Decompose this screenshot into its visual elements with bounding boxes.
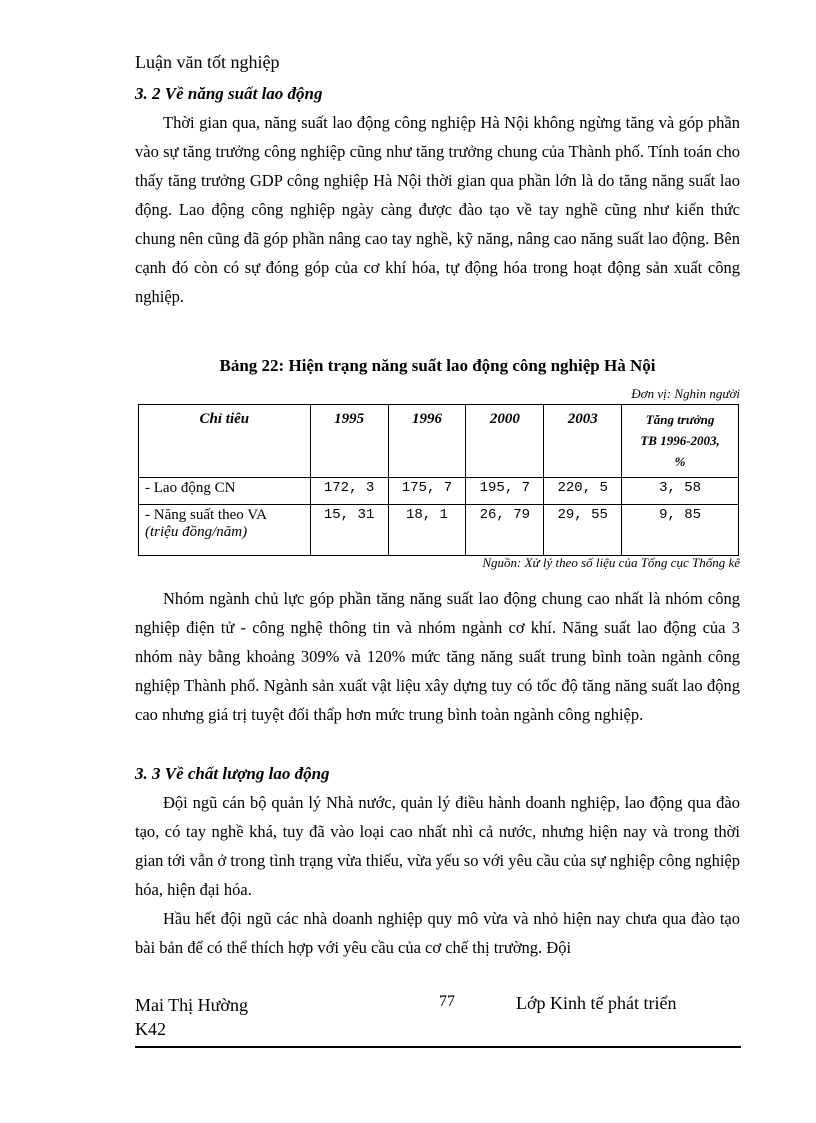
cell-2003: 29, 55 xyxy=(544,505,622,556)
paragraph-key-industries: Nhóm ngành chủ lực góp phần tăng năng suất lao động chung cao nhất là nhóm công nghiệp điện tử - công nghệ thông tin và nhóm ngành cơ khí. Năng suất lao động của 3 nhóm này bằng khoảng 309% và 120% mức tăng năng suất trung bình toàn ngành công nghiệp Thành phố. Ngành sản xuất vật liệu xây dựng tuy có tốc độ tăng năng suất lao động cao nhưng giá trị tuyệt đối thấp hơn mức trung bình toàn ngành công nghiệp. xyxy=(135,589,740,724)
row-label xyxy=(139,505,311,556)
cell-1996: 175, 7 xyxy=(388,478,466,505)
section-3-3-paragraph-2: Hầu hết đội ngũ các nhà doanh nghiệp quy mô vừa và nhỏ hiện nay chưa qua đào tạo bài bản để có thể thích hợp với yêu cầu của cơ chế thị trường. Đội xyxy=(135,909,740,957)
cell-1996: 18, 1 xyxy=(388,505,466,556)
section-3-2-paragraph: Thời gian qua, năng suất lao động công nghiệp Hà Nội không ngừng tăng và góp phần vào sự tăng trưởng công nghiệp cũng như tăng trưởng chung của Thành phố. Tính toán cho thấy tăng trưởng GDP công nghiệp Hà Nội thời gian qua phần lớn là do tăng năng suất lao động. Lao động công nghiệp ngày càng được đào tạo về tay nghề cũng như kiến thức chung nên cũng đã góp phần nâng cao tay nghề, kỹ năng, nâng cao năng suất lao động. Bên cạnh đó còn có sự đóng góp của cơ khí hóa, tự động hóa trong hoạt động sản xuất công nghiệp. xyxy=(135,113,740,306)
cell-2000: 195, 7 xyxy=(466,478,544,505)
table-title: Bảng 22: Hiện trạng năng suất lao động công nghiệp Hà Nội xyxy=(219,356,656,375)
footer-page-number: 77 xyxy=(439,993,455,1010)
cell-1995: 172, 3 xyxy=(310,478,388,505)
cell-1995: 15, 31 xyxy=(310,505,388,556)
footer-author-class-code: K42 xyxy=(135,1019,166,1039)
cell-2003: 220, 5 xyxy=(544,478,622,505)
section-heading-3-2: 3. 2 Về năng suất lao động xyxy=(135,84,323,103)
table-unit-note: Đơn vị: Nghìn người xyxy=(631,386,740,401)
cell-growth: 3, 58 xyxy=(622,478,739,505)
table-row-labor xyxy=(139,478,739,505)
footer-divider xyxy=(135,1046,741,1048)
header-growth-line-3: % xyxy=(674,454,686,469)
document-header-title: Luận văn tốt nghiệp xyxy=(135,52,280,72)
footer-author-name: Mai Thị Hường xyxy=(135,995,248,1015)
footer-author xyxy=(135,993,248,1041)
table-row-productivity xyxy=(139,505,739,556)
cell-growth: 9, 85 xyxy=(622,505,739,556)
header-growth-line-1: Tăng trưởng xyxy=(645,412,715,427)
header-indicator: Chỉ tiêu xyxy=(139,405,311,478)
table-source-note: Nguồn: Xử lý theo số liệu của Tổng cục Thống kê xyxy=(482,555,740,570)
row-label-main: - Năng suất theo VA xyxy=(145,507,267,523)
header-growth xyxy=(622,405,739,478)
row-label-unit: (triệu đồng/năm) xyxy=(145,524,248,540)
cell-2000: 26, 79 xyxy=(466,505,544,556)
header-2000: 2000 xyxy=(466,405,544,478)
labor-productivity-table xyxy=(138,404,739,556)
header-1995: 1995 xyxy=(310,405,388,478)
section-3-3-paragraph-1: Đội ngũ cán bộ quản lý Nhà nước, quản lý điều hành doanh nghiệp, lao động qua đào tạo, có tay nghề khá, tuy đã vào loại cao nhất nhì cả nước, nhưng hiện nay và trong thời gian tới vẫn ở trong tình trạng vừa thiếu, vừa yếu so với yêu cầu của sự nghiệp công nghiệp hóa, hiện đại hóa. xyxy=(135,793,740,899)
header-1996: 1996 xyxy=(388,405,466,478)
section-heading-3-3: 3. 3 Về chất lượng lao động xyxy=(135,764,330,783)
footer-class-name: Lớp Kinh tế phát triển xyxy=(516,993,677,1013)
table-header-row xyxy=(139,405,739,478)
header-growth-line-2: TB 1996-2003, xyxy=(640,433,720,448)
row-label: - Lao động CN xyxy=(139,478,311,505)
header-2003: 2003 xyxy=(544,405,622,478)
